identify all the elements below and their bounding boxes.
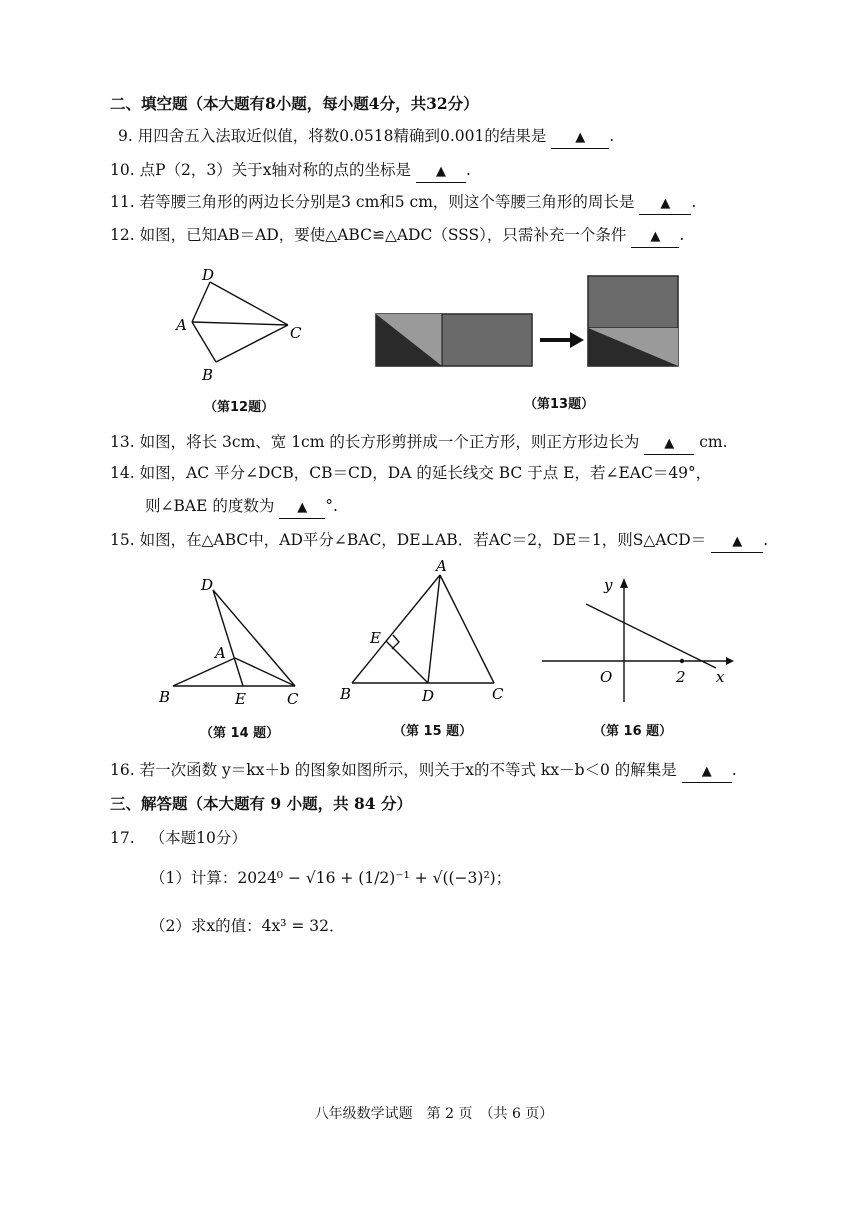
figure-13-diagram bbox=[372, 270, 684, 370]
q14-text-2: 则∠BAE 的度数为 bbox=[145, 497, 275, 515]
q15-end: . bbox=[763, 531, 769, 549]
fig15-label-b: B bbox=[340, 685, 352, 703]
q13-number: 13. bbox=[110, 433, 135, 451]
q9-answer-blank[interactable] bbox=[551, 126, 609, 149]
q12-text: 如图，已知AB＝AD，要使△ABC≌△ADC（SSS），只需补充一个条件 bbox=[139, 226, 627, 244]
figure-12-diagram bbox=[170, 262, 310, 387]
question-9 bbox=[118, 126, 614, 149]
q10-answer-blank[interactable] bbox=[416, 160, 466, 183]
fig15-label-a: A bbox=[436, 557, 447, 575]
fig16-label-o: O bbox=[600, 668, 613, 686]
q14-end: °. bbox=[325, 497, 338, 515]
q16-text: 若一次函数 y＝kx＋b 的图象如图所示，则关于x的不等式 kx－b＜0 的解集是 bbox=[139, 761, 677, 779]
q11-end: . bbox=[691, 193, 697, 211]
fig14-label-b: B bbox=[159, 688, 171, 706]
answer-triangle-icon: ▲ bbox=[435, 164, 446, 179]
figure-14-caption: （第 14 题） bbox=[200, 726, 280, 741]
q17-number: 17. bbox=[110, 829, 135, 847]
answer-triangle-icon: ▲ bbox=[701, 764, 712, 779]
q17-part-1: （1）计算：2024⁰ − √16 + (1/2)⁻¹ + √((−3)²)； bbox=[150, 869, 512, 887]
q15-number: 15. bbox=[110, 531, 135, 549]
q9-end: . bbox=[609, 127, 615, 145]
q12-answer-blank[interactable] bbox=[631, 225, 679, 248]
question-11 bbox=[110, 192, 696, 215]
answer-triangle-icon: ▲ bbox=[664, 436, 675, 451]
answer-triangle-icon: ▲ bbox=[297, 500, 308, 515]
figure-16-caption: （第 16 题） bbox=[593, 724, 673, 739]
question-15 bbox=[110, 530, 768, 553]
q10-text: 点P（2，3）关于x轴对称的点的坐标是 bbox=[139, 161, 411, 179]
question-12 bbox=[110, 225, 684, 248]
fig14-label-e: E bbox=[235, 690, 246, 708]
q13-text: 如图，将长 3cm、宽 1cm 的长方形剪拼成一个正方形，则正方形边长为 bbox=[139, 433, 640, 451]
fig16-label-y: y bbox=[604, 576, 613, 594]
figure-12-caption: （第12题） bbox=[204, 400, 275, 415]
answer-triangle-icon: ▲ bbox=[650, 229, 661, 244]
q14-text: 如图，AC 平分∠DCB，CB＝CD，DA 的延长线交 BC 于点 E，若∠EAC＝49°， bbox=[139, 464, 712, 482]
figure-14-diagram bbox=[155, 570, 315, 710]
section-2-title: 二、填空题（本大题有8小题，每小题4分，共32分） bbox=[110, 94, 479, 113]
answer-triangle-icon: ▲ bbox=[732, 534, 743, 549]
question-13 bbox=[110, 432, 728, 455]
q10-number: 10. bbox=[110, 161, 135, 179]
q9-text: 用四舍五入法取近似值，将数0.0518精确到0.001的结果是 bbox=[137, 127, 547, 145]
fig15-label-d: D bbox=[422, 687, 435, 705]
figure-13-caption: （第13题） bbox=[524, 397, 595, 412]
q13-answer-blank[interactable] bbox=[644, 432, 694, 455]
page-footer: 八年级数学试题 第 2 页 （共 6 页） bbox=[314, 1106, 554, 1122]
q12-number: 12. bbox=[110, 226, 135, 244]
q11-number: 11. bbox=[110, 193, 135, 211]
q13-unit: cm. bbox=[699, 433, 728, 451]
figure-16-graph bbox=[538, 572, 738, 712]
fig15-label-c: C bbox=[492, 685, 504, 703]
question-14-line-2 bbox=[145, 496, 338, 519]
fig14-label-d: D bbox=[201, 576, 214, 594]
q11-text: 若等腰三角形的两边长分别是3 cm和5 cm，则这个等腰三角形的周长是 bbox=[139, 193, 635, 211]
answer-triangle-icon: ▲ bbox=[660, 196, 671, 211]
q15-answer-blank[interactable] bbox=[711, 530, 763, 553]
q16-end: . bbox=[731, 761, 737, 779]
q16-answer-blank[interactable] bbox=[682, 760, 732, 783]
fig14-label-a: A bbox=[215, 644, 226, 662]
fig16-label-2: 2 bbox=[676, 668, 686, 686]
question-10 bbox=[110, 160, 471, 183]
fig12-label-d: D bbox=[202, 266, 215, 284]
fig15-label-e: E bbox=[370, 629, 381, 647]
fig14-label-c: C bbox=[287, 690, 299, 708]
q12-end: . bbox=[679, 226, 685, 244]
answer-triangle-icon: ▲ bbox=[575, 130, 586, 145]
section-3-title: 三、解答题（本大题有 9 小题，共 84 分） bbox=[110, 794, 412, 813]
fig12-label-a: A bbox=[176, 316, 187, 334]
q17-part-2: （2）求x的值：4x³ = 32． bbox=[150, 917, 345, 935]
question-16 bbox=[110, 760, 737, 783]
fig16-label-x: x bbox=[716, 668, 725, 686]
q10-end: . bbox=[465, 161, 471, 179]
fig12-label-b: B bbox=[202, 366, 214, 384]
question-14-line-1 bbox=[110, 463, 711, 483]
q11-answer-blank[interactable] bbox=[639, 192, 691, 215]
q17-header: （本题10分） bbox=[149, 829, 247, 847]
figure-15-diagram bbox=[336, 555, 516, 705]
question-17 bbox=[110, 828, 247, 848]
q9-number: 9. bbox=[118, 127, 133, 145]
figure-15-caption: （第 15 题） bbox=[393, 724, 473, 739]
q14-answer-blank[interactable] bbox=[279, 496, 325, 519]
fig12-label-c: C bbox=[290, 324, 302, 342]
q16-number: 16. bbox=[110, 761, 135, 779]
q14-number: 14. bbox=[110, 464, 135, 482]
q15-text: 如图，在△ABC中，AD平分∠BAC，DE⊥AB．若AC＝2，DE＝1，则S△ACD＝ bbox=[139, 531, 707, 549]
